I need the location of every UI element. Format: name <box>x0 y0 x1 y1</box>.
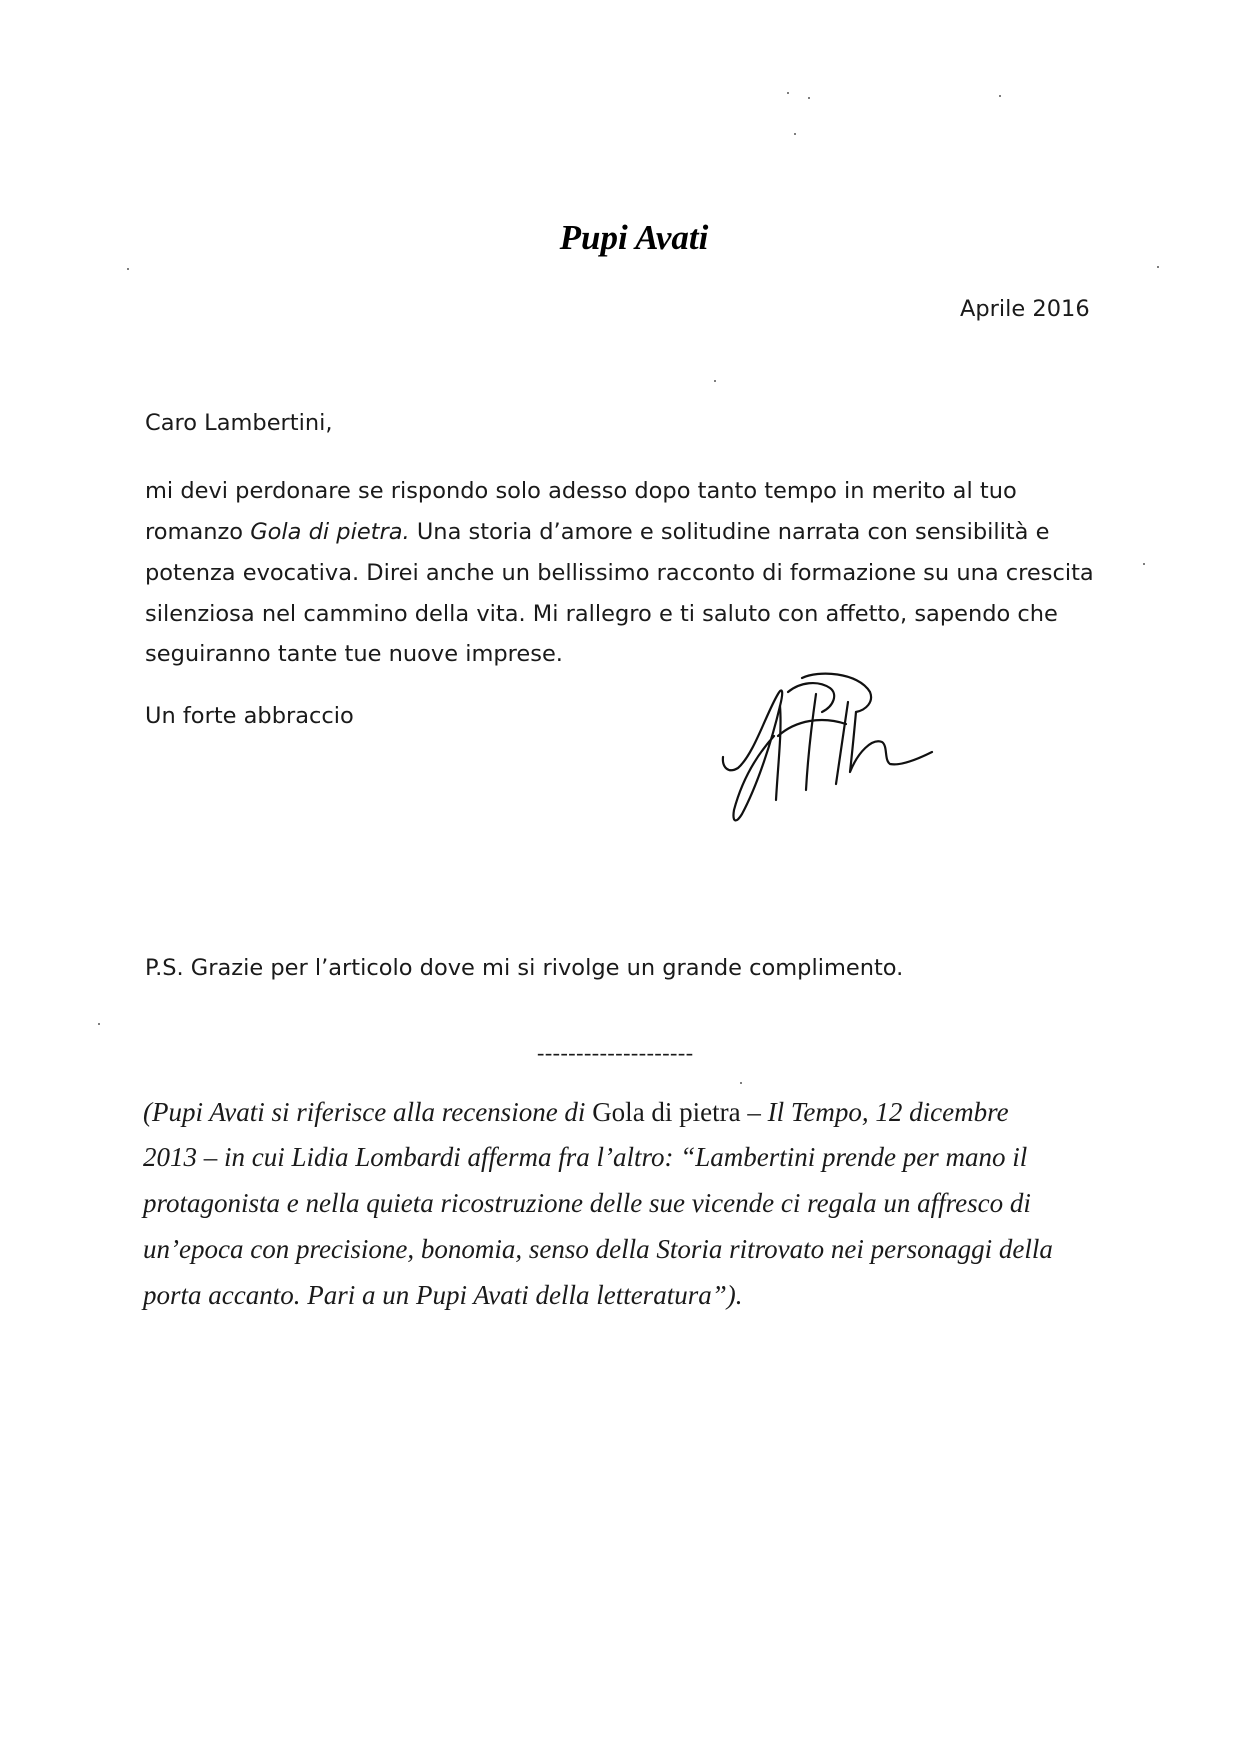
note-line: protagonista e nella quieta ricostruzione delle sue vicende ci regala un affresco di <box>143 1188 1031 1218</box>
body-line: potenza evocativa. Direi anche un bellissimo racconto di formazione su una crescita <box>145 560 1094 586</box>
body-text: romanzo <box>145 519 251 545</box>
letter-date: Aprile 2016 <box>960 296 1090 322</box>
scan-speck <box>787 92 789 94</box>
scan-speck <box>999 95 1001 97</box>
scan-speck <box>98 1023 100 1025</box>
note-text: – Il Tempo, 12 dicembre <box>740 1097 1009 1127</box>
note-line <box>143 1097 1009 1128</box>
scan-speck <box>1157 266 1159 268</box>
book-title: Gola di pietra. <box>250 519 410 545</box>
body-line <box>145 519 1049 545</box>
body-text: Una storia d’amore e solitudine narrata con sensibilità e <box>409 519 1050 545</box>
body-line: mi devi perdonare se rispondo solo adesso dopo tanto tempo in merito al tuo <box>145 478 1017 504</box>
note-line: porta accanto. Pari a un Pupi Avati della letteratura”). <box>143 1280 743 1310</box>
body-line: seguiranno tante tue nuove imprese. <box>145 641 563 667</box>
separator-line: -------------------- <box>537 1040 694 1065</box>
body-line: silenziosa nel cammino della vita. Mi rallegro e ti saluto con affetto, sapendo che <box>145 601 1058 627</box>
note-line: 2013 – in cui Lidia Lombardi afferma fra l’altro: “Lambertini prende per mano il <box>143 1142 1028 1172</box>
signature <box>720 672 960 842</box>
postscript: P.S. Grazie per l’articolo dove mi si rivolge un grande complimento. <box>145 955 904 981</box>
salutation: Caro Lambertini, <box>145 410 333 436</box>
scan-speck <box>714 380 716 382</box>
scan-speck <box>808 97 810 99</box>
scan-speck <box>794 133 796 135</box>
letterhead-name: Pupi Avati <box>559 218 709 257</box>
scan-speck <box>740 1082 742 1084</box>
note-line: un’epoca con precisione, bonomia, senso della Storia ritrovato nei personaggi della <box>143 1234 1053 1264</box>
note-text: (Pupi Avati si riferisce alla recensione di <box>143 1097 593 1127</box>
closing: Un forte abbraccio <box>145 703 354 729</box>
scan-speck <box>1143 563 1145 565</box>
scan-speck <box>127 268 129 270</box>
book-title: Gola di pietra <box>592 1097 741 1127</box>
